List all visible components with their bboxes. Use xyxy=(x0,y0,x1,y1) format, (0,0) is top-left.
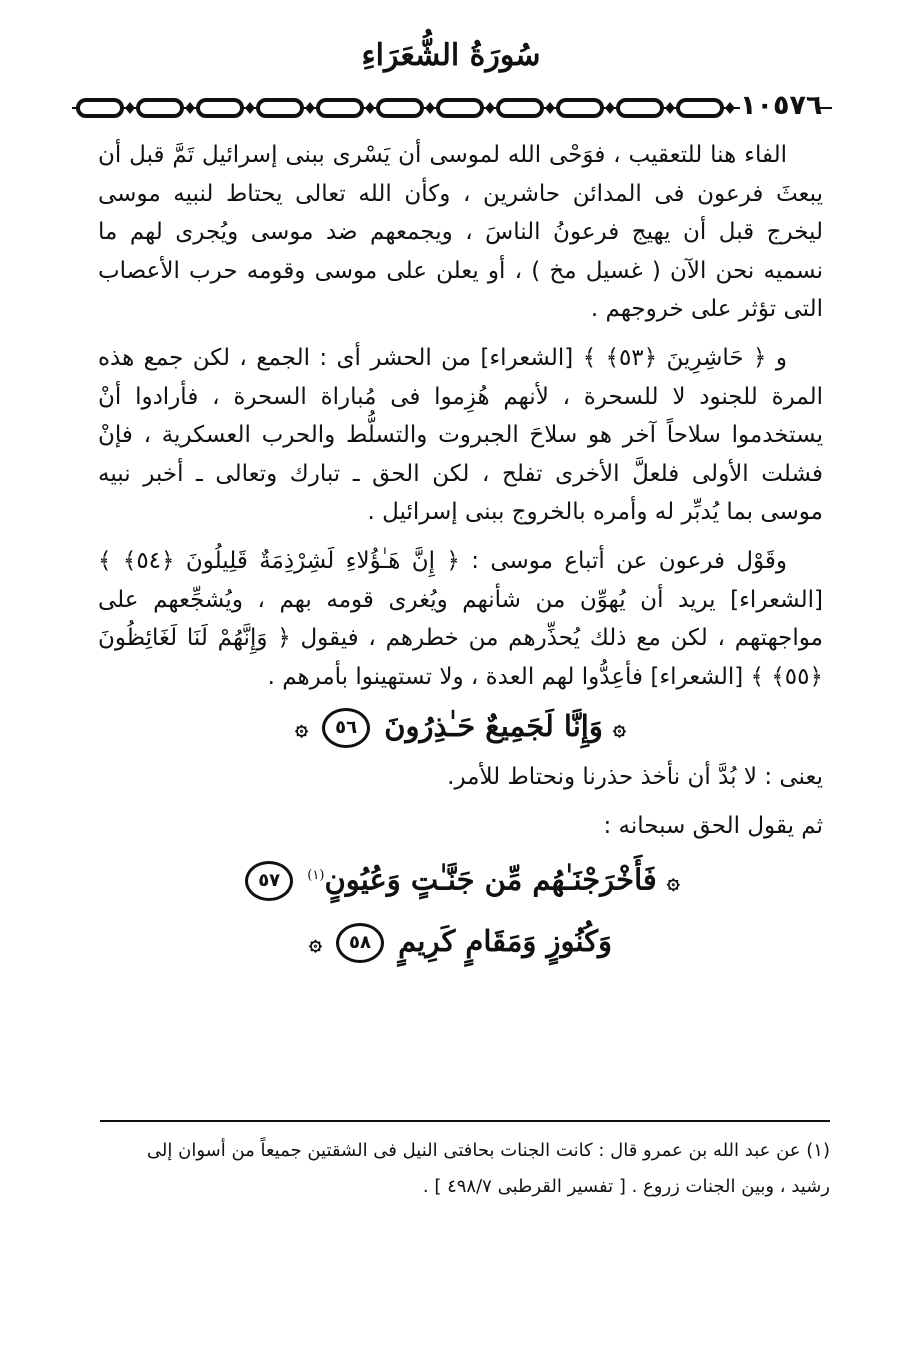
footnote-line-2: رشيد ، وبين الجنات زروع . [ تفسير القرطبى ٤٩٨/٧ ] . xyxy=(422,1176,830,1197)
verse-number-58: ٥٨ xyxy=(336,923,384,963)
footnote-marker: (١) xyxy=(307,867,325,883)
paragraph-1: الفاء هنا للتعقيب ، فوَحْى الله لموسى أن يَسْرى ببنى إسرائيل تَمَّ قبل أن يبعثَ فرعون فى المدائن حاشرين ، وكأن الله تعالى يحتاط لنبيه موسى ليخرج قبل أن يهيج فرعونُ الناسَ ، ويجمعهم ضد موسى ويُجرى لهم ما نسميه نحن الآن ( غسيل مخ ) ، أو يعلن على موسى وقومه حرب الأعصاب التى تؤثر على خروجهم . xyxy=(98,142,823,323)
verse-number-56: ٥٦ xyxy=(322,708,370,748)
chain-diamond xyxy=(305,102,315,114)
ornament-icon: ۞ xyxy=(666,868,680,895)
verse-number-57: ٥٧ xyxy=(245,861,293,901)
verse-56 xyxy=(98,696,823,758)
chain-link xyxy=(138,100,182,116)
footnote-line-1: (١) عن عبد الله بن عمرو قال : كانت الجنات بحافتى النيل فى الشقتين جميعاً من أسوان إلى xyxy=(146,1140,830,1161)
ornament-icon: ۞ xyxy=(295,715,309,742)
chain-diamond xyxy=(545,102,555,114)
commentary-body xyxy=(98,136,823,973)
chain-diamond xyxy=(665,102,675,114)
chain-link xyxy=(78,100,122,116)
ornament-icon: ۞ xyxy=(612,715,626,742)
chain-diamond xyxy=(485,102,495,114)
chain-diamond xyxy=(425,102,435,114)
chain-link xyxy=(258,100,302,116)
chain-link xyxy=(558,100,602,116)
chain-diamond xyxy=(365,102,375,114)
paragraph-3: وقَوْل فرعون عن أتباع موسى : ﴿ إِنَّ هَـٰؤُلاءِ لَشِرْذِمَةٌ قَلِيلُونَ ﴿٥٤﴾ ﴾ [الشعراء] يريد أن يُهوِّن من شأنهم ويُغرى قومه بهم ، ويُشجِّعهم على مواجهتهم ، لكن مع ذلك يُحذِّرهم من خطرهم ، فيقول ﴿ وَإِنَّهُمْ لَنَا لَغَائِظُونَ ﴿٥٥﴾ ﴾ [الشعراء] فأعِدُّوا لهم العدة ، ولا تستهينوا بأمرهم . xyxy=(98,547,823,690)
verse-58 xyxy=(98,911,823,973)
chain-link xyxy=(618,100,662,116)
verse-58-text: وَكُنُوزٍ وَمَقَامٍ كَرِيمٍ xyxy=(398,924,613,959)
chain-link xyxy=(678,100,722,116)
ornament-icon: ۞ xyxy=(308,930,322,957)
header-ornament-band xyxy=(72,88,832,128)
footnote xyxy=(90,1133,830,1205)
footnote-divider xyxy=(100,1120,830,1122)
verse-57 xyxy=(98,846,823,912)
paragraph-2: و ﴿ حَاشِرِينَ ﴿٥٣﴾ ﴾ [الشعراء] من الحشر أى : الجمع ، لكن جمع هذه المرة للجنود لا للسحرة ، لأنهم هُزِموا فى مُباراة السحرة ، فأرادوا أنْ يستخدموا سلاحاً آخر هو سلاحَ الجبروت والتسلُّط والحرب العسكرية ، فإنْ فشلت الأولى فلعلَّ الأخرى تفلح ، لكن الحق ـ تبارك وتعالى ـ أخبر نبيه موسى بما يُدبِّر له وأمره بالخروج ببنى إسرائيل . xyxy=(98,344,823,526)
chain-diamond xyxy=(605,102,615,114)
chain-link xyxy=(438,100,482,116)
surah-title: سُورَةُ الشُّعَرَاءِ xyxy=(361,38,541,73)
chain-diamond xyxy=(725,102,735,114)
verse-56-text: وَإِنَّا لَجَمِيعٌ حَـٰذِرُونَ xyxy=(384,709,603,744)
verse-57-text: فَأَخْرَجْنَـٰهُم مِّن جَنَّـٰتٍ وَعُيُونٍ xyxy=(324,862,657,897)
chain-diamond xyxy=(125,102,135,114)
chain-link xyxy=(378,100,422,116)
page-number: ١٠٥٧٦ xyxy=(740,88,820,124)
chain-link xyxy=(498,100,542,116)
chain-diamond xyxy=(185,102,195,114)
paragraph-4: يعنى : لا بُدَّ أن نأخذ حذرنا ونحتاط للأمر. xyxy=(447,764,823,791)
chain-link xyxy=(318,100,362,116)
chain-link xyxy=(198,100,242,116)
chain-diamond xyxy=(245,102,255,114)
paragraph-5: ثم يقول الحق سبحانه : xyxy=(603,812,823,839)
